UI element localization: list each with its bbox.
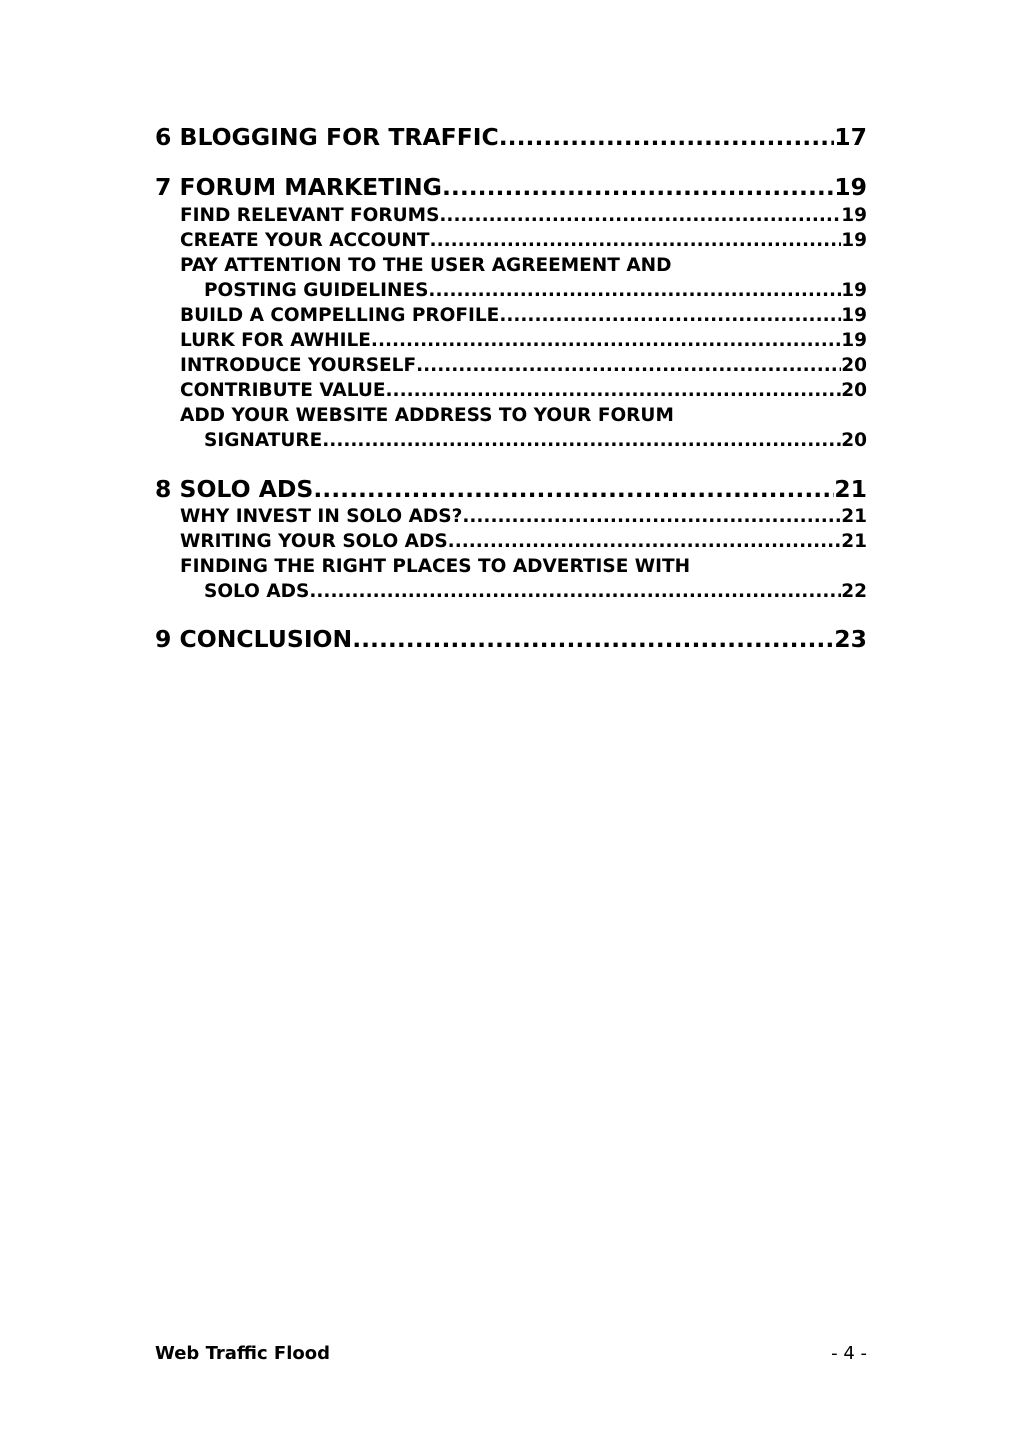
toc-entry-label: POSTING GUIDELINES: [204, 280, 429, 301]
toc-entry-label: FIND RELEVANT FORUMS: [180, 205, 440, 226]
toc-entry-page: 20: [841, 430, 867, 451]
toc-entry-contribute-value[interactable]: [180, 380, 867, 401]
toc-entry-solo-ads[interactable]: [155, 475, 867, 503]
footer-title: Web Traffic Flood: [155, 1343, 330, 1364]
toc-entry-page: 20: [841, 355, 867, 376]
toc-entry-page: 22: [841, 581, 867, 602]
toc-entry-page: 21: [841, 506, 867, 527]
toc-entry-label: CONTRIBUTE VALUE: [180, 380, 386, 401]
toc-entry-label: 6 BLOGGING FOR TRAFFIC: [155, 123, 499, 151]
toc-entry-why-invest-solo-ads[interactable]: [180, 506, 867, 527]
toc-leader-dots: [430, 230, 842, 251]
toc-leader-dots: [499, 305, 841, 326]
toc-leader-dots: [322, 430, 841, 451]
toc-entry-introduce-yourself[interactable]: [180, 355, 867, 376]
toc-entry-build-compelling-profile[interactable]: [180, 305, 867, 326]
toc-entry-blogging-for-traffic[interactable]: [155, 123, 867, 151]
toc-entry-page: 19: [841, 305, 867, 326]
toc-entry-conclusion[interactable]: [155, 625, 867, 653]
toc-entry-create-your-account[interactable]: [180, 230, 867, 251]
toc-leader-dots: [416, 355, 841, 376]
toc-entry-page: 19: [841, 230, 867, 251]
page-footer: [155, 1343, 867, 1367]
toc-leader-dots: [371, 330, 841, 351]
toc-entry-lurk-for-awhile[interactable]: [180, 330, 867, 351]
toc-entry-label: SOLO ADS: [204, 581, 310, 602]
toc-entry-page: 21: [841, 531, 867, 552]
toc-entry-label: CREATE YOUR ACCOUNT: [180, 230, 430, 251]
toc-entry-page: 20: [841, 380, 867, 401]
toc-entry-page: 19: [841, 280, 867, 301]
toc-leader-dots: [309, 581, 841, 602]
toc-entry-label: BUILD A COMPELLING PROFILE: [180, 305, 500, 326]
toc-leader-dots: [462, 506, 841, 527]
toc-leader-dots: [313, 475, 834, 503]
toc-entry-label: WRITING YOUR SOLO ADS: [180, 531, 448, 552]
toc-leader-dots: [448, 531, 842, 552]
toc-entry-find-relevant-forums[interactable]: [180, 205, 867, 226]
toc-entry-page: 21: [834, 475, 867, 503]
toc-entry-writing-solo-ads[interactable]: [180, 531, 867, 552]
toc-entry-label: 9 CONCLUSION: [155, 625, 353, 653]
toc-entry-page: 23: [834, 625, 867, 653]
footer-page-number: - 4 -: [831, 1343, 867, 1364]
toc-entry-right-places-solo-ads[interactable]: [204, 581, 867, 602]
toc-entry-posting-guidelines[interactable]: [204, 280, 867, 301]
toc-entry-label: 7 FORUM MARKETING: [155, 173, 442, 201]
toc-entry-signature[interactable]: [204, 430, 867, 451]
toc-entry-label: 8 SOLO ADS: [155, 475, 314, 503]
toc-leader-dots: [439, 205, 841, 226]
toc-entry-label: SIGNATURE: [204, 430, 323, 451]
toc-leader-dots: [386, 380, 842, 401]
toc-leader-dots: [499, 123, 835, 151]
toc-leader-dots: [442, 173, 834, 201]
toc-entry-label: LURK FOR AWHILE: [180, 330, 371, 351]
toc-entry-page: 19: [834, 173, 867, 201]
toc-entry-label: INTRODUCE YOURSELF: [180, 355, 417, 376]
toc-leader-dots: [428, 280, 841, 301]
toc-entry-page: 17: [834, 123, 867, 151]
toc-entry-user-agreement-line1[interactable]: PAY ATTENTION TO THE USER AGREEMENT AND: [180, 255, 672, 276]
toc-entry-forum-marketing[interactable]: [155, 173, 867, 201]
toc-entry-website-address-line1[interactable]: ADD YOUR WEBSITE ADDRESS TO YOUR FORUM: [180, 405, 674, 426]
toc-entry-page: 19: [841, 330, 867, 351]
toc-entry-right-places-line1[interactable]: FINDING THE RIGHT PLACES TO ADVERTISE WITH: [180, 556, 691, 577]
toc-entry-label: WHY INVEST IN SOLO ADS?: [180, 506, 463, 527]
toc-leader-dots: [352, 625, 834, 653]
toc-entry-page: 19: [841, 205, 867, 226]
